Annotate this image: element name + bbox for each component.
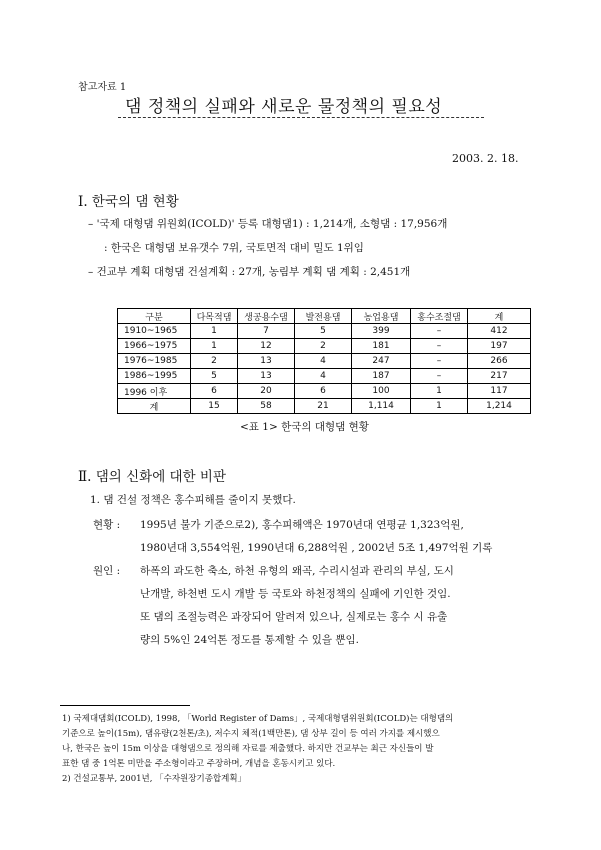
- table-cell: 1,214: [468, 399, 531, 414]
- table-cell: 1976~1985: [118, 354, 191, 369]
- table-cell: 412: [468, 324, 531, 339]
- reference-label: 참고자료 1: [78, 82, 127, 93]
- table-cell: 5: [191, 369, 238, 384]
- section1-bullet1-sub: : 한국은 대형댐 보유갯수 7위, 국토면적 대비 밀도 1위임: [104, 242, 364, 254]
- table-cell: 12: [238, 339, 295, 354]
- table-header-cell: 농업용댐: [352, 309, 411, 324]
- footnote-2: 2) 건설교통부, 2001년, 「수자원장기종합계획」: [62, 774, 247, 784]
- footnote-1-line-1: 1) 국제대댐회(ICOLD), 1998, 「World Register of Dams」, 국제대형댐위원회(ICOLD)는 대형댐의: [62, 714, 454, 724]
- table-header-cell: 발전용댐: [295, 309, 352, 324]
- table-cell: 217: [468, 369, 531, 384]
- document-date: 2003. 2. 18.: [452, 152, 519, 165]
- table-cell: 6: [295, 384, 352, 399]
- table-row: [118, 384, 531, 399]
- table-total-row: [118, 399, 531, 414]
- table-cell: 5: [295, 324, 352, 339]
- table-header-cell: 생공용수댐: [238, 309, 295, 324]
- cause-line-3: 또 댐의 조절능력은 과장되어 알려져 있으나, 실제로는 홍수 시 유출: [140, 611, 448, 623]
- table-caption: <표 1> 한국의 대형댐 현황: [240, 421, 369, 433]
- table-cell: 1: [411, 399, 468, 414]
- cause-label: 원인 :: [93, 565, 121, 577]
- table-cell: 20: [238, 384, 295, 399]
- table-cell: 1986~1995: [118, 369, 191, 384]
- section1-heading: Ⅰ. 한국의 댐 현황: [78, 194, 179, 210]
- dam-statistics-table: [117, 308, 531, 414]
- section1-bullet1: – '국제 대형댐 위원회(ICOLD)' 등록 대형댐1) : 1,214개, 소형댐 : 17,956개: [88, 218, 448, 230]
- table-cell: –: [411, 354, 468, 369]
- table-cell: 1910~1965: [118, 324, 191, 339]
- table-cell: 1: [411, 384, 468, 399]
- table-header-row: [118, 309, 531, 324]
- table-row: [118, 324, 531, 339]
- footnote-1-line-4: 표한 댐 중 1억톤 미만을 주소형이라고 주장하며, 개념을 혼동시키고 있다.: [62, 759, 336, 769]
- section2-heading: Ⅱ. 댐의 신화에 대한 비판: [78, 469, 227, 485]
- table-cell: 117: [468, 384, 531, 399]
- table-cell: 15: [191, 399, 238, 414]
- page-title: 댐 정책의 실패와 새로운 물정책의 필요성: [125, 97, 443, 117]
- table-cell: 1,114: [352, 399, 411, 414]
- table-cell: 1996 이후: [118, 384, 191, 399]
- table-cell: 266: [468, 354, 531, 369]
- table-cell: 계: [118, 399, 191, 414]
- cause-line-4: 량의 5%인 24억톤 정도를 통제할 수 있을 뿐임.: [140, 634, 360, 646]
- status-line-2: 1980년대 3,554억원, 1990년대 6,288억원 , 2002년 5조 1,497억원 기록: [140, 542, 493, 554]
- table-cell: 197: [468, 339, 531, 354]
- table-cell: 4: [295, 369, 352, 384]
- footnote-1-line-3: 나, 한국은 높이 15m 이상을 대형댐으로 정의해 자료를 제출했다. 하지만 건교부는 최근 자신들이 발: [62, 744, 434, 754]
- table-cell: 187: [352, 369, 411, 384]
- table-cell: 58: [238, 399, 295, 414]
- table-header-cell: 계: [468, 309, 531, 324]
- table-cell: 21: [295, 399, 352, 414]
- table-cell: 7: [238, 324, 295, 339]
- section2-subheading: 1. 댐 건설 정책은 홍수피해를 줄이지 못했다.: [90, 494, 296, 506]
- status-line-1: 1995년 불가 기준으로2), 홍수피해액은 1970년대 연평균 1,323억원,: [140, 519, 464, 531]
- table-cell: 13: [238, 369, 295, 384]
- table-row: [118, 339, 531, 354]
- table-row: [118, 369, 531, 384]
- table-cell: 1: [191, 324, 238, 339]
- table-cell: 6: [191, 384, 238, 399]
- table-cell: 2: [191, 354, 238, 369]
- status-label: 현황 :: [93, 519, 121, 531]
- cause-line-2: 난개발, 하천변 도시 개발 등 국토와 하천정책의 실패에 기인한 것임.: [140, 588, 451, 600]
- table-cell: 181: [352, 339, 411, 354]
- table-cell: 4: [295, 354, 352, 369]
- table-header-cell: 구분: [118, 309, 191, 324]
- title-underline: [118, 117, 484, 118]
- table-header-cell: 다목적댐: [191, 309, 238, 324]
- table-row: [118, 354, 531, 369]
- table-cell: –: [411, 324, 468, 339]
- table-cell: –: [411, 369, 468, 384]
- cause-line-1: 하폭의 과도한 축소, 하천 유형의 왜곡, 수리시설과 관리의 부실, 도시: [140, 565, 454, 577]
- table-cell: –: [411, 339, 468, 354]
- table-cell: 1: [191, 339, 238, 354]
- table-cell: 100: [352, 384, 411, 399]
- section1-bullet2: – 건교부 계획 대형댐 건설계획 : 27개, 농림부 계획 댐 계획 : 2,451개: [88, 266, 411, 278]
- table-cell: 247: [352, 354, 411, 369]
- table-cell: 13: [238, 354, 295, 369]
- footnote-1-line-2: 기준으로 높이(15m), 댐유량(2천톤/초), 저수지 체적(1백만톤), 댐 상부 길이 등 여러 가지를 제시했으: [62, 729, 440, 739]
- table-header-cell: 홍수조절댐: [411, 309, 468, 324]
- footnote-divider: [60, 705, 190, 706]
- table-cell: 1966~1975: [118, 339, 191, 354]
- table-cell: 2: [295, 339, 352, 354]
- table-cell: 399: [352, 324, 411, 339]
